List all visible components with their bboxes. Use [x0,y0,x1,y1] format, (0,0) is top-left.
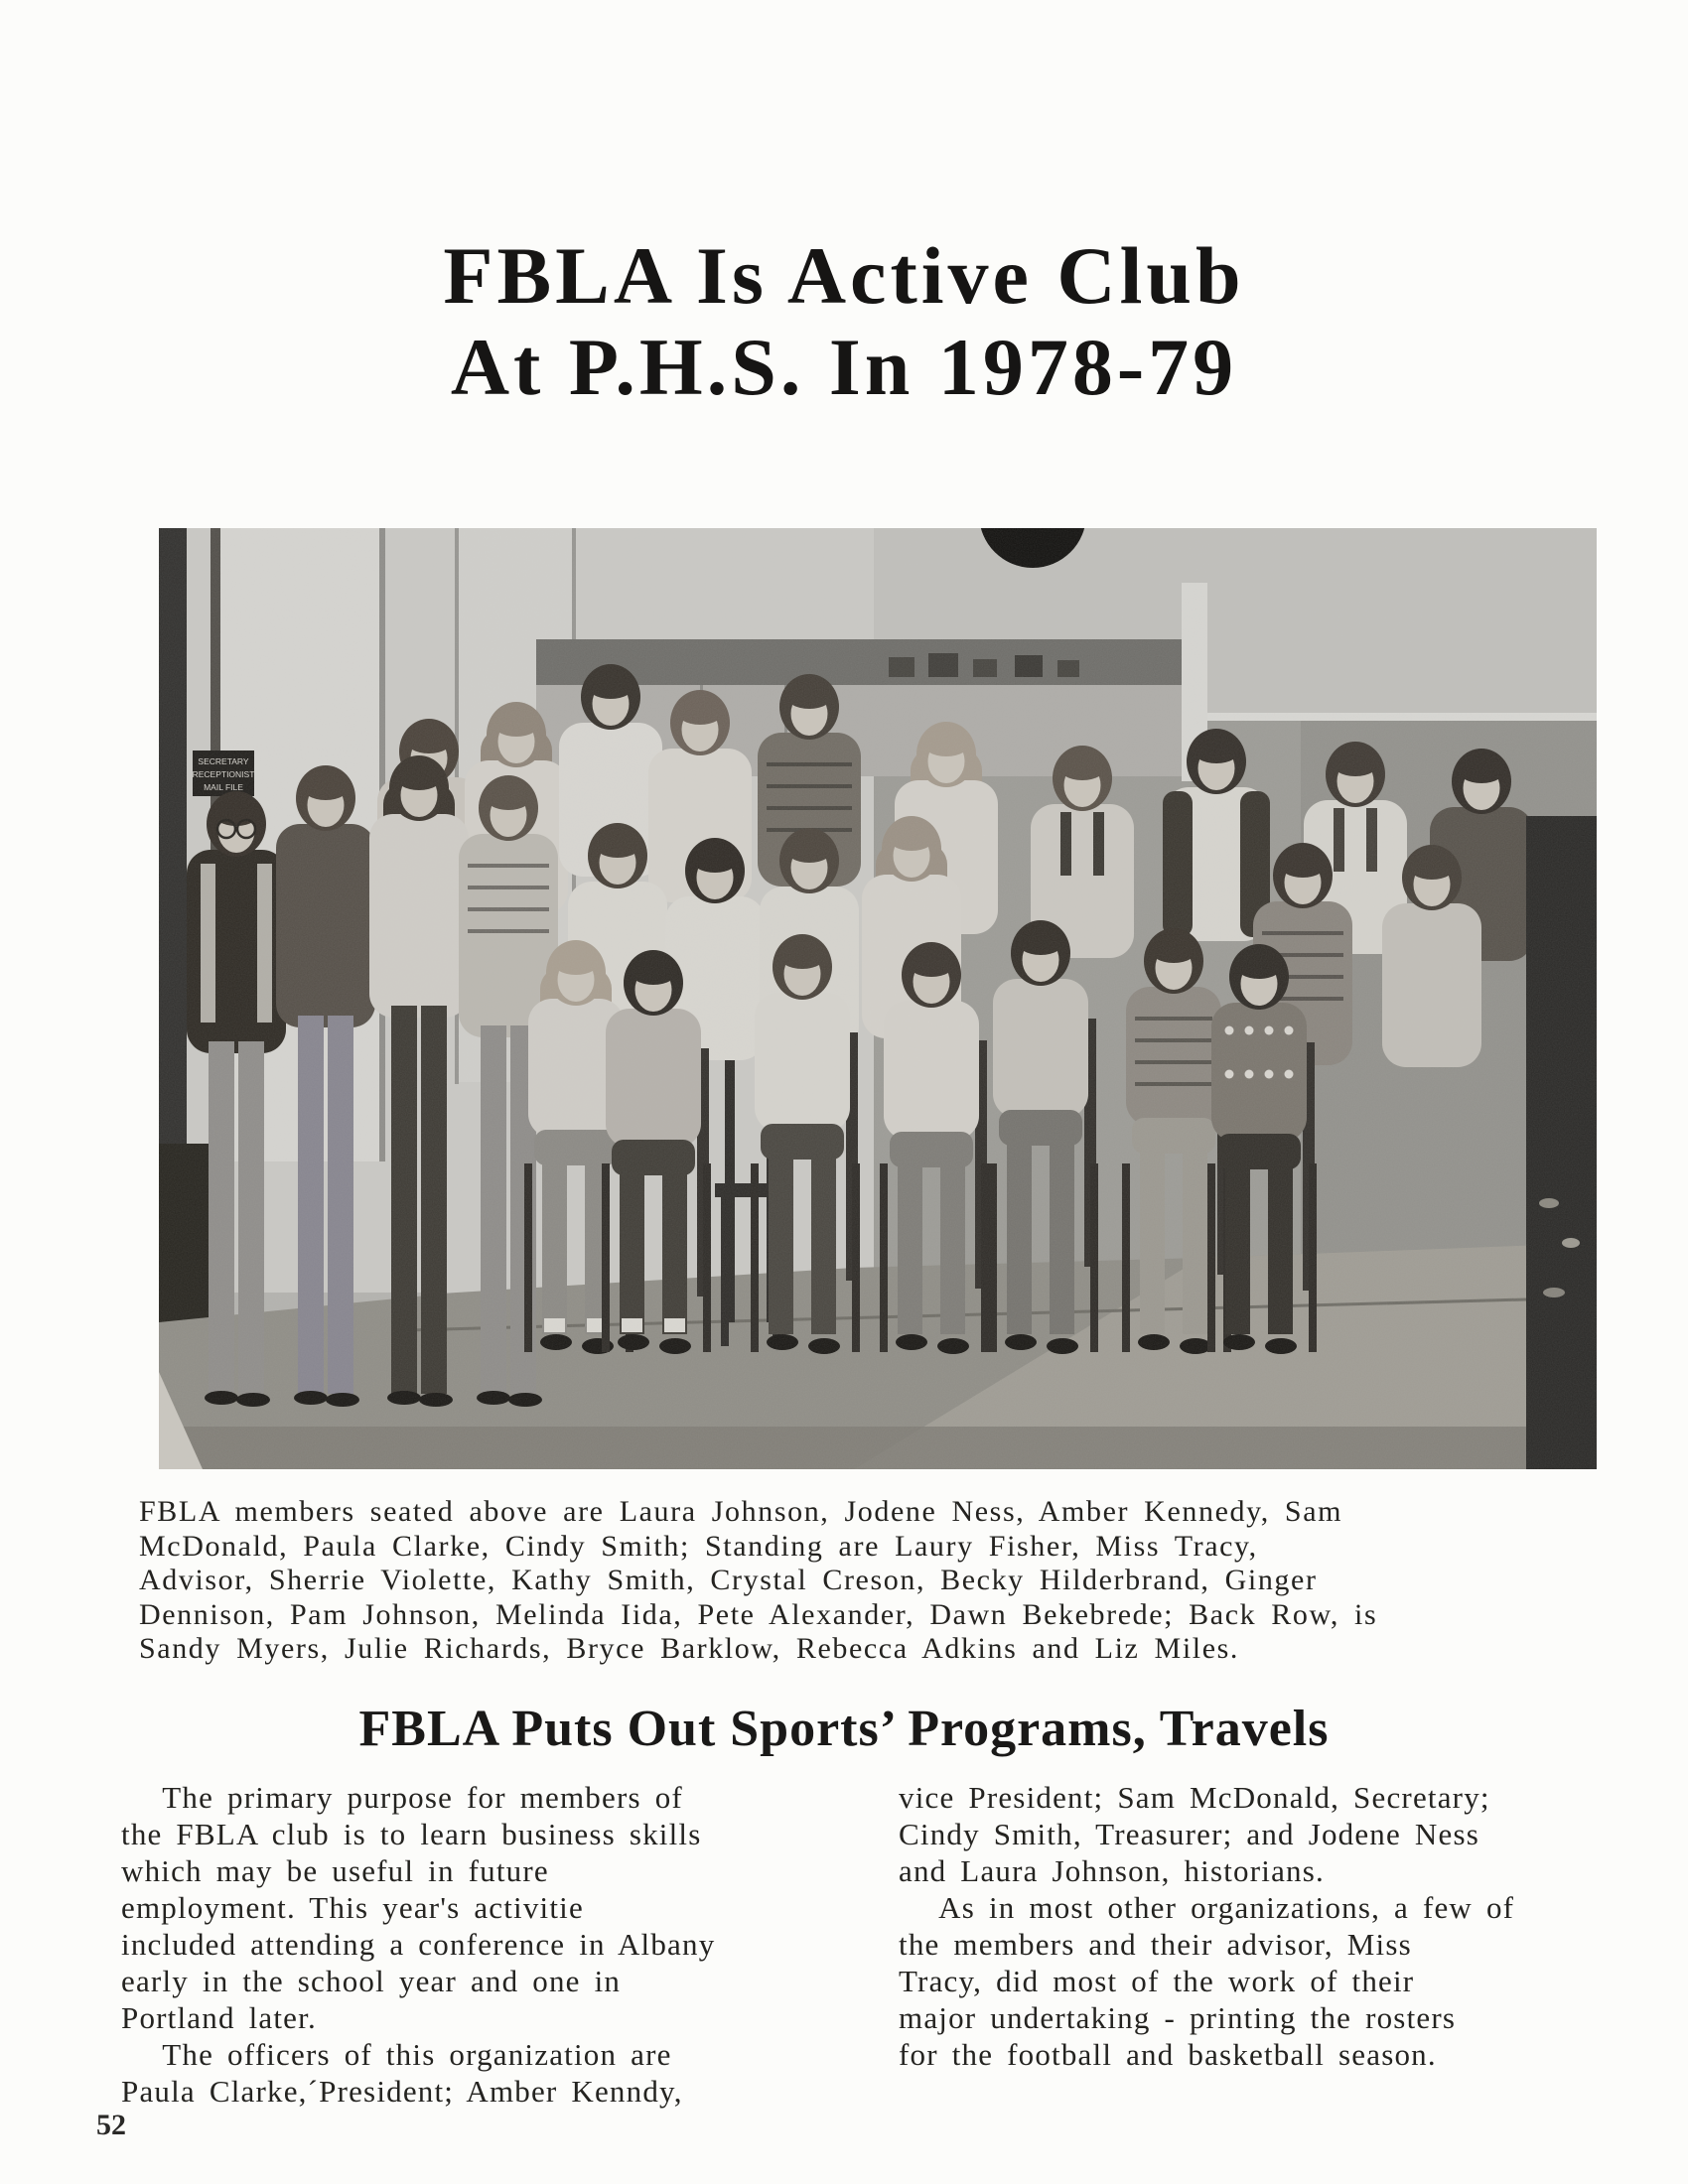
page-title [0,230,1688,413]
body-line: the FBLA club is to learn business skills [121,1817,702,1851]
body-line: included attending a conference in Albany [121,1927,716,1962]
body-line: employment. This year's activitie [121,1890,584,1925]
caption-line: FBLA members seated above are Laura Johnson, Jodene Ness, Amber Kennedy, Sam [139,1495,1343,1528]
body-line: which may be useful in future [121,1853,549,1888]
group-photo [159,528,1597,1469]
body-column-right [899,1779,1554,2073]
body-line: the members and their advisor, Miss [899,1927,1412,1962]
body-column-left [121,1779,826,2110]
caption-line: Dennison, Pam Johnson, Melinda Iida, Pete Alexander, Dawn Bekebrede; Back Row, is [139,1597,1378,1631]
body-line: vice President; Sam McDonald, Secretary; [899,1780,1490,1815]
body-line: Tracy, did most of the work of their [899,1964,1415,1998]
title-line-1: FBLA Is Active Club [443,230,1245,321]
body-line: As in most other organizations, a few of [899,1890,1515,1925]
title-line-2: At P.H.S. In 1978-79 [450,322,1238,412]
caption-line: McDonald, Paula Clarke, Cindy Smith; Standing are Laury Fisher, Miss Tracy, [139,1529,1258,1563]
body-line: The primary purpose for members of [121,1780,683,1815]
body-line: Portland later. [121,2000,317,2035]
body-line: and Laura Johnson, historians. [899,1853,1325,1888]
body-line: early in the school year and one in [121,1964,622,1998]
body-line: The officers of this organization are [121,2037,672,2072]
photo-caption [139,1495,1609,1667]
body-line: for the football and basketball season. [899,2037,1437,2072]
body-line: Paula Clarke,´President; Amber Kenndy, [121,2074,683,2109]
body-line: major undertaking - printing the rosters [899,2000,1457,2035]
caption-line: Sandy Myers, Julie Richards, Bryce Barklow, Rebecca Adkins and Liz Miles. [139,1632,1239,1665]
caption-line: Advisor, Sherrie Violette, Kathy Smith, Crystal Creson, Becky Hilderbrand, Ginger [139,1564,1318,1596]
section-heading: FBLA Puts Out Sports’ Programs, Travels [358,1701,1330,1757]
body-line: Cindy Smith, Treasurer; and Jodene Ness [899,1817,1479,1851]
photo-grain [159,528,1597,1469]
page-number: 52 [96,2109,126,2141]
group-photo-canvas [159,528,1597,1469]
